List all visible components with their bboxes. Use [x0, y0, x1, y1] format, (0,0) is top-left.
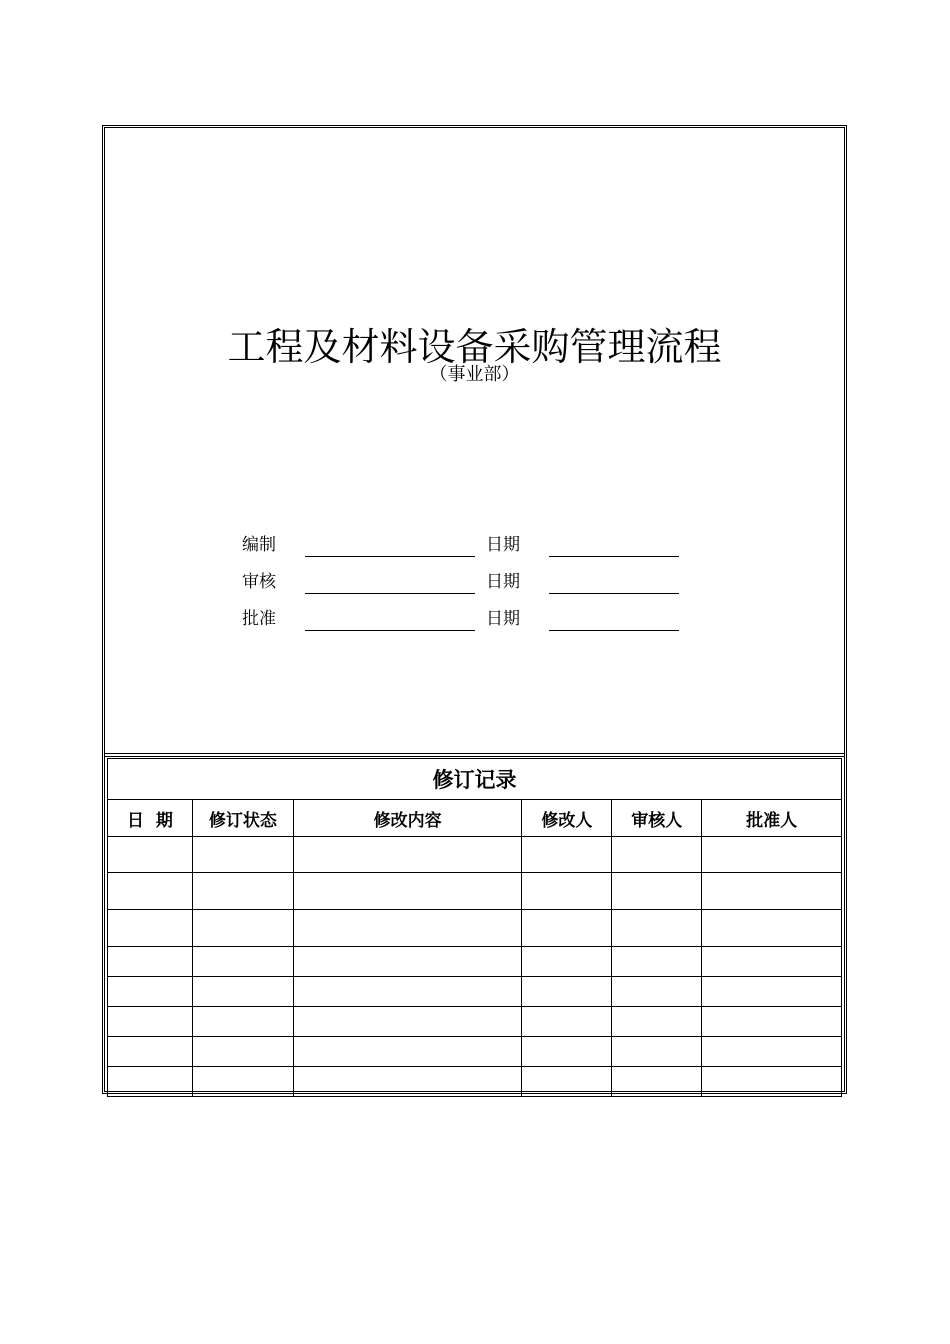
date-line[interactable]: [549, 593, 679, 594]
document-subtitle: （事业部）: [429, 364, 520, 385]
revision-header-row: [108, 800, 842, 837]
table-cell[interactable]: [612, 910, 702, 947]
table-row: [108, 1067, 842, 1097]
table-cell[interactable]: [612, 1007, 702, 1037]
table-cell[interactable]: [293, 977, 522, 1007]
table-row: [108, 947, 842, 977]
table-cell[interactable]: [522, 910, 612, 947]
table-cell[interactable]: [612, 873, 702, 910]
date-label: 日期: [486, 535, 520, 555]
table-cell[interactable]: [522, 837, 612, 873]
table-cell[interactable]: [192, 947, 293, 977]
table-cell[interactable]: [108, 873, 193, 910]
signature-line[interactable]: [305, 593, 475, 594]
date-line[interactable]: [549, 556, 679, 557]
revision-title: 修订记录: [108, 759, 842, 800]
table-cell[interactable]: [612, 977, 702, 1007]
table-row: [108, 873, 842, 910]
table-cell[interactable]: [702, 873, 842, 910]
table-cell[interactable]: [108, 947, 193, 977]
signature-row-reviewed: [105, 567, 844, 597]
table-cell[interactable]: [522, 873, 612, 910]
table-cell[interactable]: [192, 1007, 293, 1037]
table-cell[interactable]: [612, 1067, 702, 1097]
table-cell[interactable]: [108, 1007, 193, 1037]
table-cell[interactable]: [702, 1067, 842, 1097]
table-cell[interactable]: [192, 873, 293, 910]
table-row: [108, 1037, 842, 1067]
document-frame: [102, 125, 847, 1094]
table-cell[interactable]: [192, 1067, 293, 1097]
table-cell[interactable]: [192, 910, 293, 947]
signature-line[interactable]: [305, 556, 475, 557]
table-cell[interactable]: [522, 977, 612, 1007]
table-cell[interactable]: [522, 947, 612, 977]
header-status: 修订状态: [192, 800, 293, 837]
table-cell[interactable]: [192, 837, 293, 873]
signature-label: 批准: [242, 609, 276, 629]
table-cell[interactable]: [108, 977, 193, 1007]
header-approver: 批准人: [702, 800, 842, 837]
table-cell[interactable]: [702, 1007, 842, 1037]
table-cell[interactable]: [702, 837, 842, 873]
date-label: 日期: [486, 609, 520, 629]
table-cell[interactable]: [702, 1037, 842, 1067]
header-date: 日 期: [108, 800, 193, 837]
table-cell[interactable]: [108, 1067, 193, 1097]
revision-table: [107, 758, 842, 1097]
signature-label: 编制: [242, 535, 276, 555]
table-cell[interactable]: [192, 1037, 293, 1067]
header-content: 修改内容: [293, 800, 522, 837]
table-cell[interactable]: [702, 977, 842, 1007]
table-cell[interactable]: [522, 1067, 612, 1097]
signature-line[interactable]: [305, 630, 475, 631]
table-cell[interactable]: [192, 977, 293, 1007]
table-cell[interactable]: [293, 1067, 522, 1097]
date-label: 日期: [486, 572, 520, 592]
table-row: [108, 837, 842, 873]
table-cell[interactable]: [293, 1037, 522, 1067]
table-cell[interactable]: [293, 1007, 522, 1037]
table-cell[interactable]: [293, 873, 522, 910]
table-cell[interactable]: [702, 947, 842, 977]
table-cell[interactable]: [293, 837, 522, 873]
table-cell[interactable]: [612, 837, 702, 873]
signature-row-prepared: [105, 530, 844, 560]
document-title: 工程及材料设备采购管理流程: [227, 325, 722, 369]
table-cell[interactable]: [108, 910, 193, 947]
table-cell[interactable]: [522, 1037, 612, 1067]
table-cell[interactable]: [293, 947, 522, 977]
signature-row-approved: [105, 604, 844, 634]
table-cell[interactable]: [612, 947, 702, 977]
table-cell[interactable]: [293, 910, 522, 947]
table-row: [108, 910, 842, 947]
table-cell[interactable]: [108, 1037, 193, 1067]
header-modifier: 修改人: [522, 800, 612, 837]
table-cell[interactable]: [702, 910, 842, 947]
table-cell[interactable]: [522, 1007, 612, 1037]
table-row: [108, 977, 842, 1007]
date-line[interactable]: [549, 630, 679, 631]
table-cell[interactable]: [612, 1037, 702, 1067]
signature-label: 审核: [242, 572, 276, 592]
section-divider: [105, 753, 844, 757]
table-cell[interactable]: [108, 837, 193, 873]
table-row: [108, 1007, 842, 1037]
header-reviewer: 审核人: [612, 800, 702, 837]
